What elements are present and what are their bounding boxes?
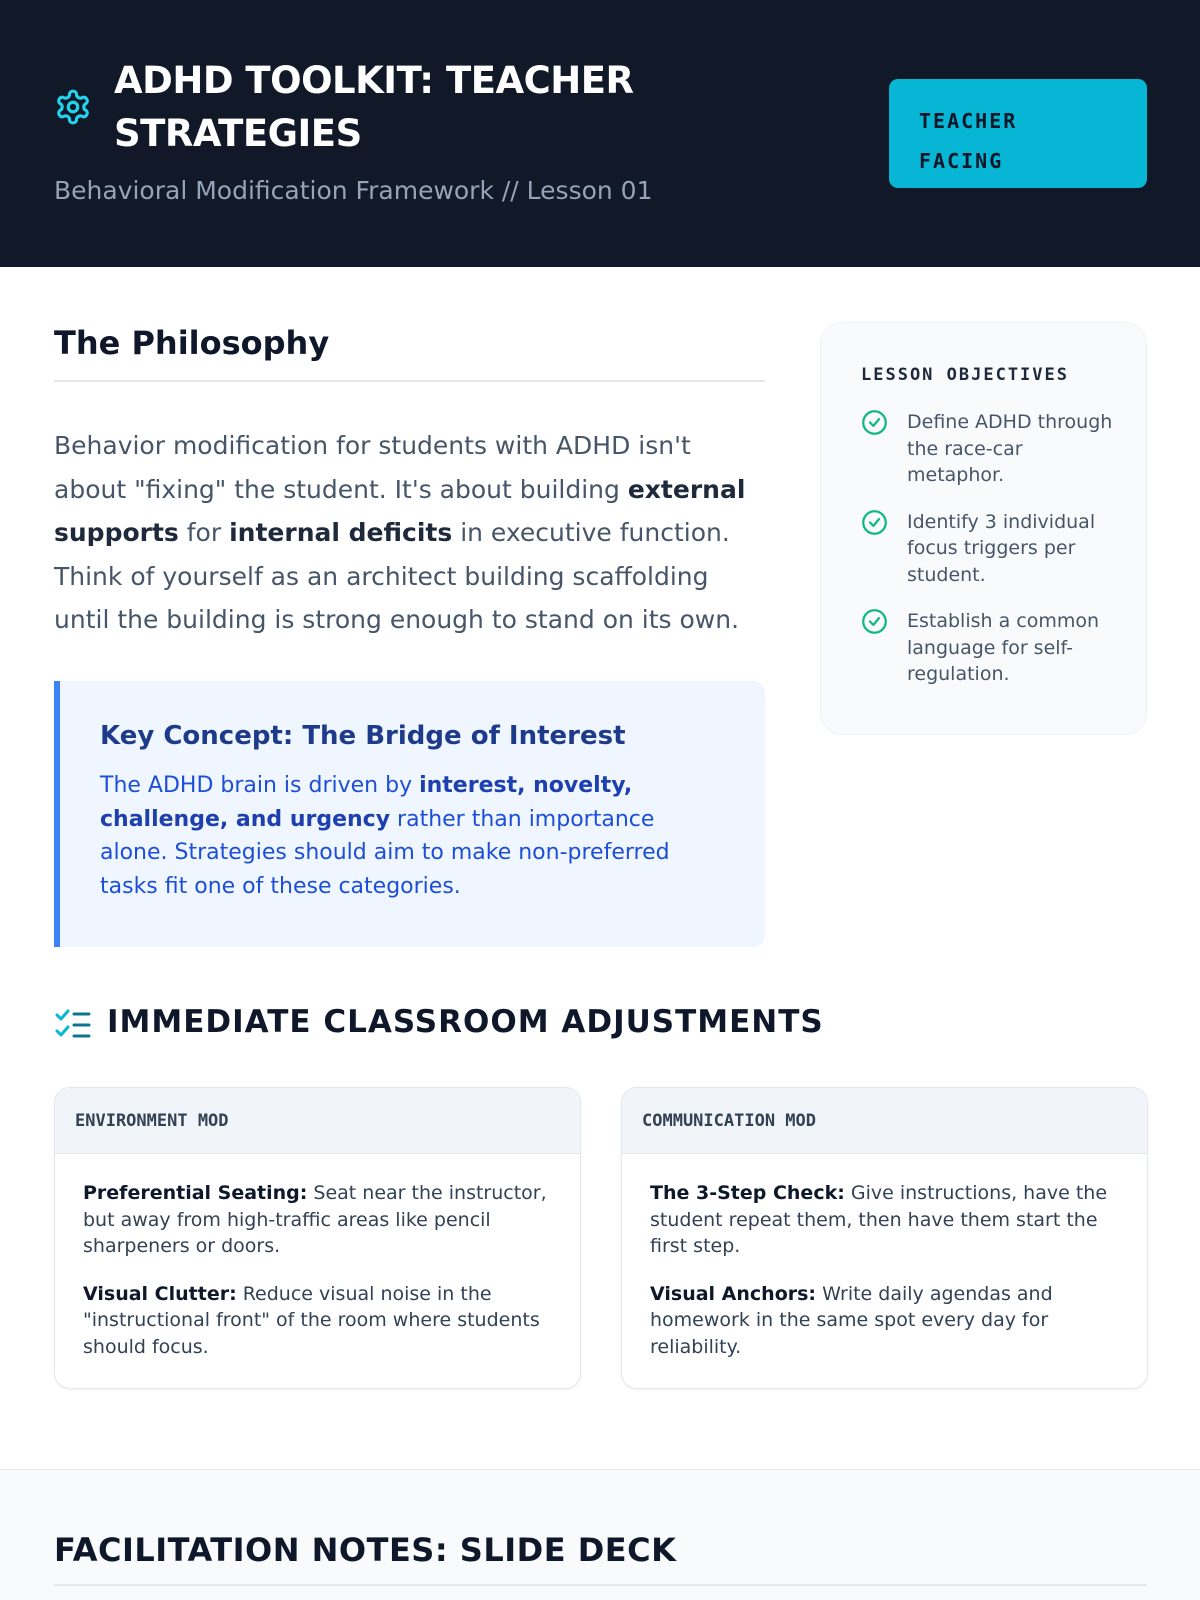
key-concept-text-2: rather than importance alone. Strategies should aim to make non-preferred tasks fit one of these categories. xyxy=(100,806,670,899)
lesson-objectives-panel xyxy=(820,322,1147,735)
intro-text-2: for xyxy=(178,518,230,547)
key-concept-text-1: The ADHD brain is driven by xyxy=(100,773,420,798)
objective-text: Identify 3 individual focus triggers per student. xyxy=(907,510,1096,586)
card-item xyxy=(650,1281,1121,1361)
key-concept-title: Key Concept: The Bridge of Interest xyxy=(100,721,626,751)
card-item-desc: Give instructions, have the student repeat them, then have them start the first step. xyxy=(650,1182,1108,1257)
page-header xyxy=(0,0,1200,267)
adjustments-heading: IMMEDIATE CLASSROOM ADJUSTMENTS xyxy=(107,1004,824,1040)
card-item-desc: Reduce visual noise in the "instructional front" of the room where students should focus. xyxy=(83,1282,540,1358)
card-item-term: Visual Clutter: xyxy=(83,1282,237,1305)
card-item-term: The 3-Step Check: xyxy=(650,1182,845,1204)
card-body xyxy=(55,1154,580,1360)
key-concept-bold: interest, novelty, challenge, and urgency xyxy=(100,773,633,832)
card-body xyxy=(622,1154,1147,1360)
checklist-icon xyxy=(54,1008,92,1042)
card-label: ENVIRONMENT MOD xyxy=(55,1088,580,1154)
check-circle-icon xyxy=(861,409,888,436)
intro-text-1: Behavior modification for students with ADHD isn't about "fixing" the student. It's about building xyxy=(54,431,691,504)
objective-text: Define ADHD through the race-car metaphor. xyxy=(907,411,1113,486)
page-title: ADHD TOOLKIT: TEACHER STRATEGIES xyxy=(114,59,634,155)
objectives-list xyxy=(861,409,1114,688)
philosophy-intro xyxy=(54,424,754,642)
key-concept-callout xyxy=(54,681,765,947)
card-item xyxy=(83,1281,554,1361)
card-item-term: Preferential Seating: xyxy=(83,1182,308,1204)
check-circle-icon xyxy=(861,608,888,635)
card-item xyxy=(650,1180,1121,1260)
environment-mod-card xyxy=(54,1087,581,1389)
list-item xyxy=(861,608,1114,688)
intro-bold-1: external supports xyxy=(54,474,746,547)
card-item-desc: Seat near the instructor, but away from high-traffic areas like pencil sharpeners or doors. xyxy=(83,1182,547,1257)
gear-icon xyxy=(54,88,92,126)
card-item xyxy=(83,1180,554,1260)
facilitation-divider xyxy=(54,1584,1147,1586)
card-item-desc: Write daily agendas and homework in the same spot every day for reliability. xyxy=(650,1282,1053,1358)
objective-text: Establish a common language for self-regulation. xyxy=(907,610,1100,685)
list-item xyxy=(861,509,1114,589)
facilitation-heading: FACILITATION NOTES: SLIDE DECK xyxy=(54,1531,677,1569)
communication-mod-card xyxy=(621,1087,1148,1389)
philosophy-heading: The Philosophy xyxy=(54,324,330,362)
card-item-term: Visual Anchors: xyxy=(650,1282,817,1305)
intro-text-3: in executive function. Think of yourself as an architect building scaffolding until the building is strong enough to stand on its own. xyxy=(54,518,740,634)
objectives-heading: LESSON OBJECTIVES xyxy=(861,365,1069,385)
card-label: COMMUNICATION MOD xyxy=(622,1088,1147,1154)
philosophy-divider xyxy=(54,380,765,382)
badge-line-2: FACING xyxy=(919,149,1004,173)
key-concept-text xyxy=(100,769,725,903)
page-subtitle: Behavioral Modification Framework // Lesson 01 xyxy=(54,176,653,205)
check-circle-icon xyxy=(861,509,888,536)
badge-line-1: TEACHER xyxy=(919,109,1018,133)
list-item xyxy=(861,409,1114,489)
intro-bold-2: internal deficits xyxy=(229,518,453,547)
teacher-facing-badge xyxy=(889,79,1147,188)
